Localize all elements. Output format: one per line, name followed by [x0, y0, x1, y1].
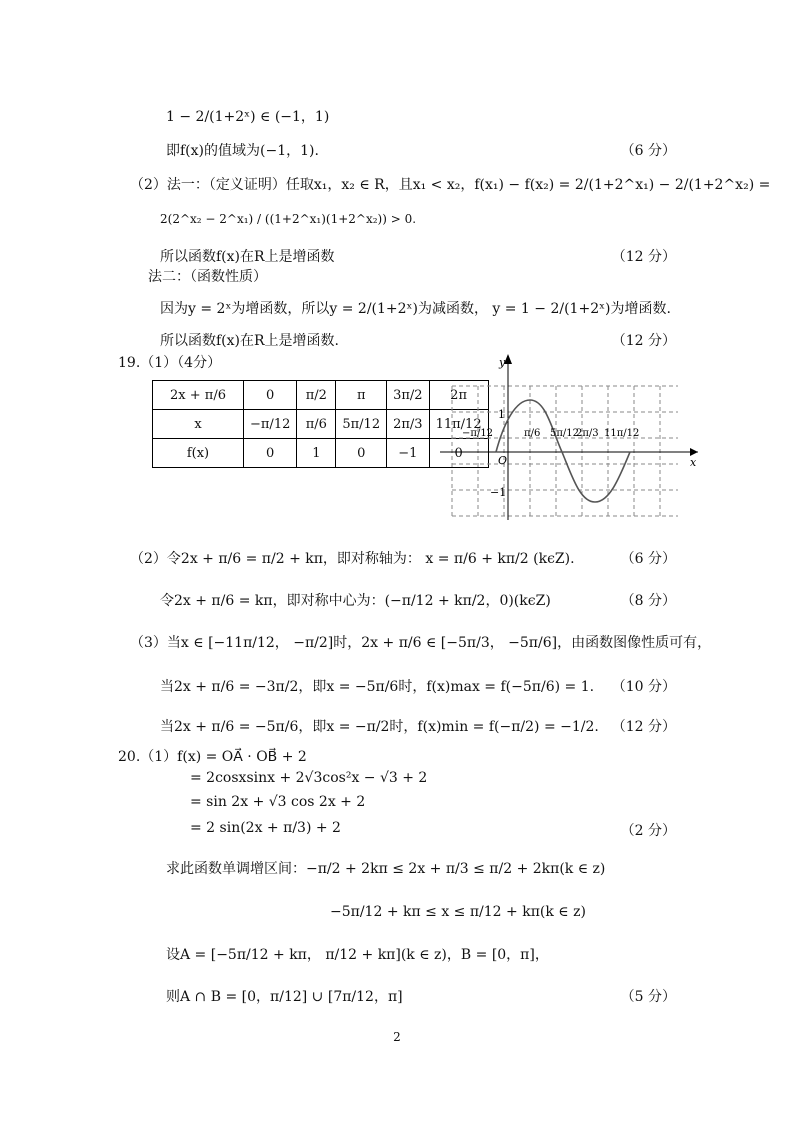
- table-cell: 11π/12: [429, 410, 488, 439]
- score-label: （12 分）: [611, 719, 676, 735]
- method-two-argument: 因为y = 2ˣ为增函数，所以y = 2/(1+2ˣ)为减函数， y = 1 − 2/(1+2ˣ)为增函数.: [160, 301, 671, 317]
- table-cell: 0: [244, 439, 297, 468]
- table-row: [153, 410, 489, 439]
- increasing-interval-result: −5π/12 + kπ ≤ x ≤ π/12 + kπ(k ∈ z): [330, 904, 586, 920]
- proof-method-one: （2）法一：（定义证明）任取x₁，x₂ ∈ R，且x₁ < x₂，f(x₁) − f(x₂) = 2/(1+2^x₁) − 2/(1+2^x₂) =: [130, 177, 771, 193]
- part3-interval: （3）当x ∈ [−11π/12， −π/2]时，2x + π/6 ∈ [−5π/3， −5π/6]，由函数图像性质可有，: [130, 635, 712, 651]
- score-label: （12 分）: [611, 333, 676, 349]
- table-row: [153, 381, 489, 410]
- table-cell: 0: [429, 439, 488, 468]
- score-label: （6 分）: [620, 143, 676, 159]
- q20-definition: 20.（1）f(x) = OA⃗ · OB⃗ + 2: [118, 749, 307, 765]
- table-cell: π/6: [297, 410, 336, 439]
- intersection-result: 则A ∩ B = [0，π/12] ∪ [7π/12，π]: [166, 989, 403, 1005]
- method-two-conclusion: 所以函数f(x)在R上是增函数.: [160, 333, 339, 349]
- y-axis-label: y: [499, 356, 506, 369]
- table-cell: 2π: [429, 381, 488, 410]
- table-cell: 2x + π/6: [153, 381, 244, 410]
- table-cell: −π/12: [244, 410, 297, 439]
- score-label: （12 分）: [611, 249, 676, 265]
- value-table: [152, 380, 489, 468]
- score-label: （5 分）: [620, 989, 676, 1005]
- x-axis-label: x: [690, 456, 697, 469]
- q20-step: = sin 2x + √3 cos 2x + 2: [190, 794, 366, 810]
- q19-part1-heading: 19.（1）（4分）: [118, 355, 222, 371]
- score-label: （10 分）: [611, 679, 676, 695]
- sine-graph: [440, 350, 710, 520]
- x-axis-arrow-icon: [690, 448, 698, 456]
- proof-difference: 2(2^x₂ − 2^x₁) / ((1+2^x₁)(1+2^x₂)) > 0.: [160, 212, 417, 226]
- maximum-line: 当2x + π/6 = −3π/2，即x = −5π/6时，f(x)max = f(−5π/6) = 1.: [160, 679, 595, 695]
- minimum-line: 当2x + π/6 = −5π/6，即x = −π/2时，f(x)min = f(−π/2) = −1/2.: [160, 719, 599, 735]
- sine-curve: [496, 400, 630, 502]
- table-cell: 0: [336, 439, 387, 468]
- page-number: 2: [393, 1030, 401, 1044]
- symmetry-axis-line: （2）令2x + π/6 = π/2 + kπ，即对称轴为： x = π/6 + kπ/2 (kϵZ).: [130, 551, 575, 567]
- table-cell: π: [336, 381, 387, 410]
- y-tick-label: −1: [490, 486, 507, 499]
- range-expression: 1 − 2/(1+2ˣ) ∈ (−1，1): [166, 109, 330, 125]
- increasing-conclusion: 所以函数f(x)在R上是增函数: [160, 249, 335, 265]
- x-tick-label: −π/12: [462, 428, 494, 439]
- table-cell: 1: [297, 439, 336, 468]
- x-tick-label: 2π/3: [576, 428, 599, 439]
- table-cell: 0: [244, 381, 297, 410]
- origin-label: O: [498, 454, 508, 467]
- table-cell: 3π/2: [387, 381, 429, 410]
- table-cell: π/2: [297, 381, 336, 410]
- increasing-interval-setup: 求此函数单调增区间：−π/2 + 2kπ ≤ 2x + π/3 ≤ π/2 + 2kπ(k ∈ z): [166, 861, 606, 877]
- q20-step: = 2 sin(2x + π/3) + 2: [190, 820, 341, 836]
- set-a-definition: 设A = [−5π/12 + kπ， π/12 + kπ](k ∈ z)，B = [0，π]，: [166, 947, 549, 963]
- table-cell: f(x): [153, 439, 244, 468]
- score-label: （8 分）: [620, 593, 676, 609]
- score-label: （2 分）: [620, 823, 676, 839]
- table-cell: 5π/12: [336, 410, 387, 439]
- table-cell: 2π/3: [387, 410, 429, 439]
- x-tick-label: π/6: [524, 428, 541, 439]
- table-cell: −1: [387, 439, 429, 468]
- method-two-heading: 法二：（函数性质）: [148, 269, 267, 285]
- score-label: （6 分）: [620, 551, 676, 567]
- table-cell: x: [153, 410, 244, 439]
- grid: [452, 386, 678, 516]
- y-tick-label: 1: [498, 408, 505, 421]
- q20-step: = 2cosxsinx + 2√3cos²x − √3 + 2: [190, 770, 428, 786]
- x-tick-label: 5π/12: [550, 428, 580, 439]
- table-row: [153, 439, 489, 468]
- range-conclusion: 即f(x)的值域为(−1，1).: [166, 143, 319, 159]
- symmetry-center-line: 令2x + π/6 = kπ，即对称中心为：(−π/12 + kπ/2，0)(kϵZ): [160, 593, 551, 609]
- x-tick-label: 11π/12: [604, 428, 640, 439]
